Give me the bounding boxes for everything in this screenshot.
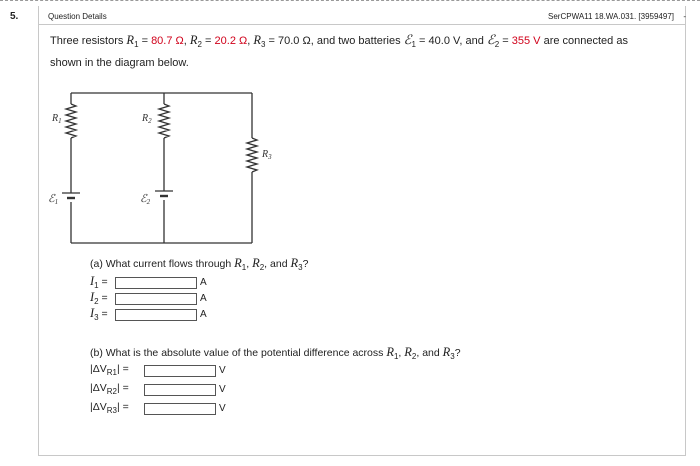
r2-value: 20.2 Ω [214, 35, 248, 47]
e1-sub: 1 [411, 40, 416, 50]
current-i2-input[interactable] [115, 293, 197, 305]
part-b-prefix: (b) What is the absolute value of the potential difference across [90, 347, 387, 359]
header-divider [38, 24, 686, 25]
and-word: and [465, 35, 484, 47]
question-number: 5. [10, 11, 19, 22]
label-e1: ℰ1 [48, 193, 59, 206]
unit-label: A [200, 277, 207, 288]
battery-e2 [155, 191, 173, 196]
voltage-r1-input[interactable] [144, 365, 216, 377]
e1-value: 40.0 V [428, 35, 460, 47]
label-r3: $R_3$ [262, 149, 272, 161]
r1-sub: 1 [134, 40, 139, 50]
r2-sub: 2 [197, 40, 202, 50]
statement-intro: Three resistors [50, 35, 127, 47]
voltage-r2-input[interactable] [144, 384, 216, 396]
r2-symbol: R [189, 33, 198, 47]
resistor-r2 [159, 104, 169, 138]
label-r1: $R_1$ [52, 113, 62, 125]
r3-sub: 3 [261, 40, 266, 50]
r1-value: 80.7 Ω [151, 35, 184, 47]
top-dashed-divider [0, 0, 700, 1]
problem-statement: Three resistors $R_1 = 80.7$ Ω, $R_2 = 20.2$ Ω, $R_3 = 70.0$ Ω, and two batteries ℰ$_1$ = 40.0 V, and ℰ$_2$ = 355 V are connected as shown in the diagram below. [50, 32, 628, 70]
answer-row-i3: $I_3$ = A [90, 306, 207, 323]
current-i1-input[interactable] [115, 277, 197, 289]
answer-row-i2: $I_2$ = A [90, 290, 207, 307]
circuit-wires [66, 93, 257, 243]
question-details-label[interactable]: Question Details [48, 12, 107, 21]
answer-row-dv-r1: $|\Delta V_{R1}|$ = V [90, 363, 226, 378]
r1-symbol: R [126, 33, 135, 47]
unit-label: A [200, 293, 207, 304]
part-a-and: and [270, 258, 288, 270]
r3-value: 70.0 Ω [278, 35, 311, 47]
voltage-r3-input[interactable] [144, 403, 216, 415]
circuit-diagram [40, 86, 270, 248]
unit-label: A [200, 309, 207, 320]
r3-symbol: R [253, 33, 261, 47]
resistor-r1 [66, 104, 76, 138]
part-a-prefix: (a) What current flows through [90, 258, 235, 270]
battery-e1 [62, 193, 80, 198]
part-a-question: (a) What current flows through $R_1$, $R_2$, and $R_3$? [90, 256, 309, 273]
e2-value: 355 V [511, 35, 541, 47]
question-source-id: SerCPWA11 18.WA.031. [3959497] [548, 12, 674, 21]
unit-label: V [219, 403, 226, 414]
statement-line2: shown in the diagram below. [50, 57, 189, 70]
current-i3-input[interactable] [115, 309, 197, 321]
e1-symbol: ℰ [403, 32, 412, 47]
label-e2: ℰ2 [140, 193, 151, 206]
label-r2: $R_2$ [142, 113, 152, 125]
part-b-and: and [422, 347, 440, 359]
corner-mark: - [683, 12, 686, 21]
answer-row-i1: $I_1$ = A [90, 274, 207, 291]
resistor-r3 [247, 138, 257, 172]
answer-row-dv-r2: $|\Delta V_{R2}|$ = V [90, 382, 226, 397]
e2-sub: 2 [494, 40, 500, 50]
answer-row-dv-r3: $|\Delta V_{R3}|$ = V [90, 401, 226, 416]
part-b-question: (b) What is the absolute value of the potential difference across $R_1$, $R_2$, and $R_3$? [90, 345, 461, 362]
statement-end: are connected as [543, 35, 628, 47]
statement-mid: and two batteries [316, 35, 404, 47]
e2-symbol: ℰ [486, 32, 495, 47]
unit-label: V [219, 365, 226, 376]
unit-label: V [219, 384, 226, 395]
